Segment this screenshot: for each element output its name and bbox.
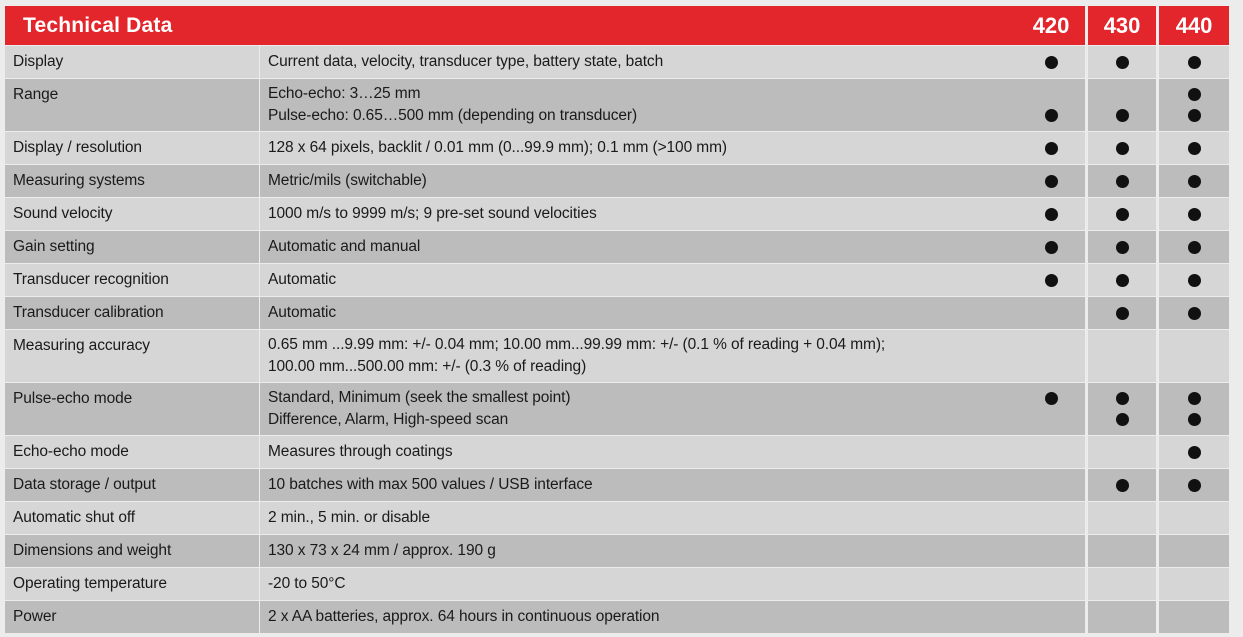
model-430-cell [1088, 382, 1156, 435]
row-label-text: Sound velocity [13, 205, 113, 222]
row-description [259, 329, 1017, 382]
model-420-cell [1017, 382, 1085, 435]
model-440-cell [1159, 230, 1229, 263]
model-430-cell [1088, 263, 1156, 296]
row-description [259, 45, 1017, 78]
row-label-text: Measuring accuracy [13, 337, 150, 354]
model-440-cell [1159, 197, 1229, 230]
feature-dot-icon [1116, 392, 1129, 405]
feature-dot-icon [1188, 175, 1201, 188]
row-label-text: Display [13, 53, 64, 70]
feature-dot-icon [1188, 446, 1201, 459]
description-line: -20 to 50°C [268, 575, 346, 592]
model-430-cell [1088, 164, 1156, 197]
model-430-cell [1088, 45, 1156, 78]
model-430-cell [1088, 329, 1156, 382]
model-440-cell [1159, 296, 1229, 329]
description-line: Difference, Alarm, High-speed scan [268, 411, 509, 428]
feature-dot-icon [1116, 208, 1129, 221]
row-label-text: Measuring systems [13, 172, 145, 189]
row-description [259, 230, 1017, 263]
row-label-text: Display / resolution [13, 139, 142, 156]
model-420-cell [1017, 45, 1085, 78]
model-440-cell [1159, 382, 1229, 435]
row-description [259, 567, 1017, 600]
feature-dot-icon [1045, 109, 1058, 122]
model-440-cell [1159, 164, 1229, 197]
row-description [259, 131, 1017, 164]
row-label-text: Transducer calibration [13, 304, 164, 321]
feature-dot-icon [1045, 56, 1058, 69]
model-440-cell [1159, 567, 1229, 600]
row-description [259, 164, 1017, 197]
description-line: 0.65 mm ...9.99 mm: +/- 0.04 mm; 10.00 mm...99.99 mm: +/- (0.1 % of reading + 0.04 mm); [268, 336, 886, 353]
feature-dot-icon [1188, 392, 1201, 405]
row-label [5, 296, 259, 329]
feature-dot-icon [1045, 274, 1058, 287]
feature-dot-icon [1188, 413, 1201, 426]
feature-dot-icon [1045, 208, 1058, 221]
feature-dot-icon [1045, 175, 1058, 188]
feature-dot-icon [1045, 392, 1058, 405]
description-line: Echo-echo: 3…25 mm [268, 85, 421, 102]
row-label-text: Automatic shut off [13, 509, 135, 526]
row-description [259, 435, 1017, 468]
row-label [5, 534, 259, 567]
feature-dot-icon [1116, 175, 1129, 188]
description-line: Automatic and manual [268, 238, 421, 255]
row-label-text: Pulse-echo mode [13, 390, 133, 407]
row-description [259, 382, 1017, 435]
description-line: 10 batches with max 500 values / USB interface [268, 476, 593, 493]
model-430-cell [1088, 197, 1156, 230]
model-430-cell [1088, 78, 1156, 131]
model-420-cell [1017, 164, 1085, 197]
model-420-cell [1017, 131, 1085, 164]
feature-dot-icon [1188, 56, 1201, 69]
model-420-cell [1017, 296, 1085, 329]
table-title: Technical Data [5, 6, 1017, 45]
model-430-cell [1088, 534, 1156, 567]
model-440-cell [1159, 468, 1229, 501]
row-label [5, 567, 259, 600]
model-420-cell [1017, 78, 1085, 131]
description-line: 1000 m/s to 9999 m/s; 9 pre-set sound velocities [268, 205, 597, 222]
model-420-cell [1017, 263, 1085, 296]
row-description [259, 468, 1017, 501]
row-description [259, 600, 1017, 633]
row-label [5, 131, 259, 164]
feature-dot-icon [1188, 241, 1201, 254]
model-420-cell [1017, 600, 1085, 633]
feature-dot-icon [1188, 479, 1201, 492]
row-label-text: Data storage / output [13, 476, 156, 493]
row-description [259, 501, 1017, 534]
feature-dot-icon [1116, 109, 1129, 122]
model-440-cell [1159, 329, 1229, 382]
description-line: Current data, velocity, transducer type, battery state, batch [268, 53, 664, 70]
feature-dot-icon [1188, 307, 1201, 320]
feature-dot-icon [1116, 274, 1129, 287]
row-label [5, 45, 259, 78]
model-420-cell [1017, 435, 1085, 468]
row-label [5, 230, 259, 263]
description-line: 2 min., 5 min. or disable [268, 509, 431, 526]
description-line: Measures through coatings [268, 443, 453, 460]
model-420-cell [1017, 329, 1085, 382]
model-440-cell [1159, 78, 1229, 131]
feature-dot-icon [1116, 56, 1129, 69]
row-description [259, 534, 1017, 567]
feature-dot-icon [1188, 142, 1201, 155]
model-420-cell [1017, 567, 1085, 600]
model-430-cell [1088, 468, 1156, 501]
model-440-cell [1159, 600, 1229, 633]
row-label-text: Range [13, 86, 59, 103]
feature-dot-icon [1188, 88, 1201, 101]
row-description [259, 78, 1017, 131]
feature-dot-icon [1188, 109, 1201, 122]
description-line: Automatic [268, 304, 337, 321]
model-440-header: 440 [1159, 6, 1229, 45]
row-label [5, 435, 259, 468]
model-440-cell [1159, 501, 1229, 534]
model-420-cell [1017, 468, 1085, 501]
model-430-header: 430 [1088, 6, 1156, 45]
model-430-cell [1088, 501, 1156, 534]
row-label [5, 263, 259, 296]
description-line: Automatic [268, 271, 337, 288]
feature-dot-icon [1116, 142, 1129, 155]
model-430-cell [1088, 296, 1156, 329]
model-440-cell [1159, 435, 1229, 468]
feature-dot-icon [1188, 274, 1201, 287]
feature-dot-icon [1045, 142, 1058, 155]
description-line: 100.00 mm...500.00 mm: +/- (0.3 % of reading) [268, 358, 587, 375]
model-440-cell [1159, 263, 1229, 296]
description-line: 130 x 73 x 24 mm / approx. 190 g [268, 542, 496, 559]
row-description [259, 197, 1017, 230]
row-label [5, 329, 259, 382]
row-label-text: Power [13, 608, 57, 625]
feature-dot-icon [1045, 241, 1058, 254]
model-420-cell [1017, 230, 1085, 263]
description-line: 128 x 64 pixels, backlit / 0.01 mm (0...99.9 mm); 0.1 mm (>100 mm) [268, 139, 727, 156]
model-420-cell [1017, 501, 1085, 534]
model-440-cell [1159, 534, 1229, 567]
row-label [5, 600, 259, 633]
row-label-text: Transducer recognition [13, 271, 169, 288]
model-430-cell [1088, 567, 1156, 600]
feature-dot-icon [1116, 413, 1129, 426]
row-description [259, 296, 1017, 329]
row-label [5, 382, 259, 435]
row-label-text: Echo-echo mode [13, 443, 129, 460]
model-440-cell [1159, 45, 1229, 78]
row-label-text: Operating temperature [13, 575, 167, 592]
description-line: Metric/mils (switchable) [268, 172, 427, 189]
model-430-cell [1088, 435, 1156, 468]
feature-dot-icon [1116, 479, 1129, 492]
feature-dot-icon [1188, 208, 1201, 221]
row-label [5, 197, 259, 230]
row-label-text: Dimensions and weight [13, 542, 172, 559]
model-430-cell [1088, 131, 1156, 164]
row-description [259, 263, 1017, 296]
feature-dot-icon [1116, 307, 1129, 320]
technical-data-table [5, 6, 1238, 633]
model-430-cell [1088, 600, 1156, 633]
description-line: Pulse-echo: 0.65…500 mm (depending on transducer) [268, 107, 638, 124]
row-label [5, 468, 259, 501]
description-line: 2 x AA batteries, approx. 64 hours in continuous operation [268, 608, 660, 625]
row-label [5, 501, 259, 534]
feature-dot-icon [1116, 241, 1129, 254]
model-440-cell [1159, 131, 1229, 164]
model-430-cell [1088, 230, 1156, 263]
row-label [5, 164, 259, 197]
description-line: Standard, Minimum (seek the smallest point) [268, 389, 571, 406]
row-label [5, 78, 259, 131]
model-420-cell [1017, 534, 1085, 567]
model-420-header: 420 [1017, 6, 1085, 45]
model-420-cell [1017, 197, 1085, 230]
row-label-text: Gain setting [13, 238, 95, 255]
